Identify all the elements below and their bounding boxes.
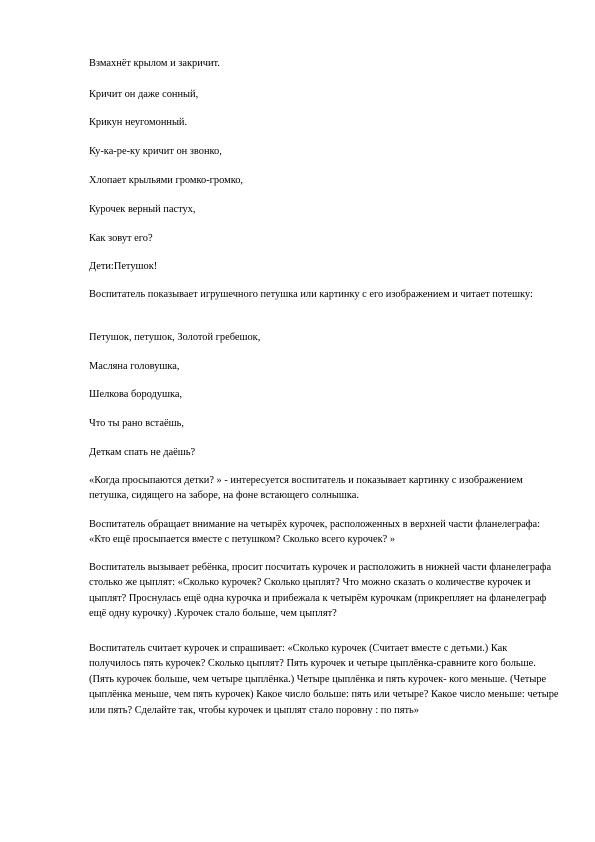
poem-question: Как зовут его? xyxy=(89,233,153,244)
four-hens-paragraph: Воспитатель обращает внимание на четырёх курочек, расположенных в верхней части фланелеграфа: «Кто ещё просыпается вместе с петушком? Сколько всего курочек? » xyxy=(89,519,541,546)
count-hens-paragraph: Воспитатель вызывает ребёнка, просит посчитать курочек и расположить в нижней части фланелеграфа столько же цыплят: «Сколько курочек? Сколько цыплят? Что можно сказать о количестве курочек и цыплят? Проснулась ещё одна курочка и прибежала к четырём курочкам (прикрепляет на фланелеграф ещё одну курочку) .Курочек стало больше, чем цыплят? xyxy=(89,562,552,620)
when-kids-wake-paragraph: «Когда просыпаются детки? » - интересуется воспитатель и показывает картинку с изображением петушка, сидящего на заборе, на фоне встающего солнышка. xyxy=(89,475,523,502)
poem-line-1: Взмахнёт крылом и закричит. xyxy=(89,58,220,69)
teacher-shows-rooster: Воспитатель показывает игрушечного петушка или картинку с его изображением и читает потешку: xyxy=(89,289,533,300)
nursery-rhyme-line-4: Что ты рано встаёшь, xyxy=(89,418,184,429)
poem-line-6: Курочек верный пастух, xyxy=(89,204,196,215)
poem-line-3: Крикун неугомонный. xyxy=(89,117,188,128)
compare-hens-chicks-paragraph: Воспитатель считает курочек и спрашивает: «Сколько курочек (Считает вместе с детьми.) Как получилось пять курочек? Сколько цыплят? Пять курочек и четыре цыплёнка-сравните кого больше. (Пять курочек больше, чем четыре цыплёнка.) Четыре цыплёнка и пять курочек- кого меньше. (Четыре цыплёнка меньше, чем пять курочек) Какое число больше: пять или четыре? Какое число меньше: четыре или пять? Сделайте так, чтобы курочек и цыплят стало поровну : по пять» xyxy=(89,643,559,716)
poem-line-5: Хлопает крыльями громко-громко, xyxy=(89,175,244,186)
nursery-rhyme-line-1: Петушок, петушок, Золотой гребешок, xyxy=(89,332,261,343)
nursery-rhyme-line-2: Масляна головушка, xyxy=(89,361,180,372)
nursery-rhyme-line-3: Шелкова бородушка, xyxy=(89,389,183,400)
nursery-rhyme-line-5: Деткам спать не даёшь? xyxy=(89,447,196,458)
children-answer: Дети:Петушок! xyxy=(89,261,158,272)
poem-line-4: Ку-ка-ре-ку кричит он звонко, xyxy=(89,146,222,157)
poem-line-2: Кричит он даже сонный, xyxy=(89,89,199,100)
